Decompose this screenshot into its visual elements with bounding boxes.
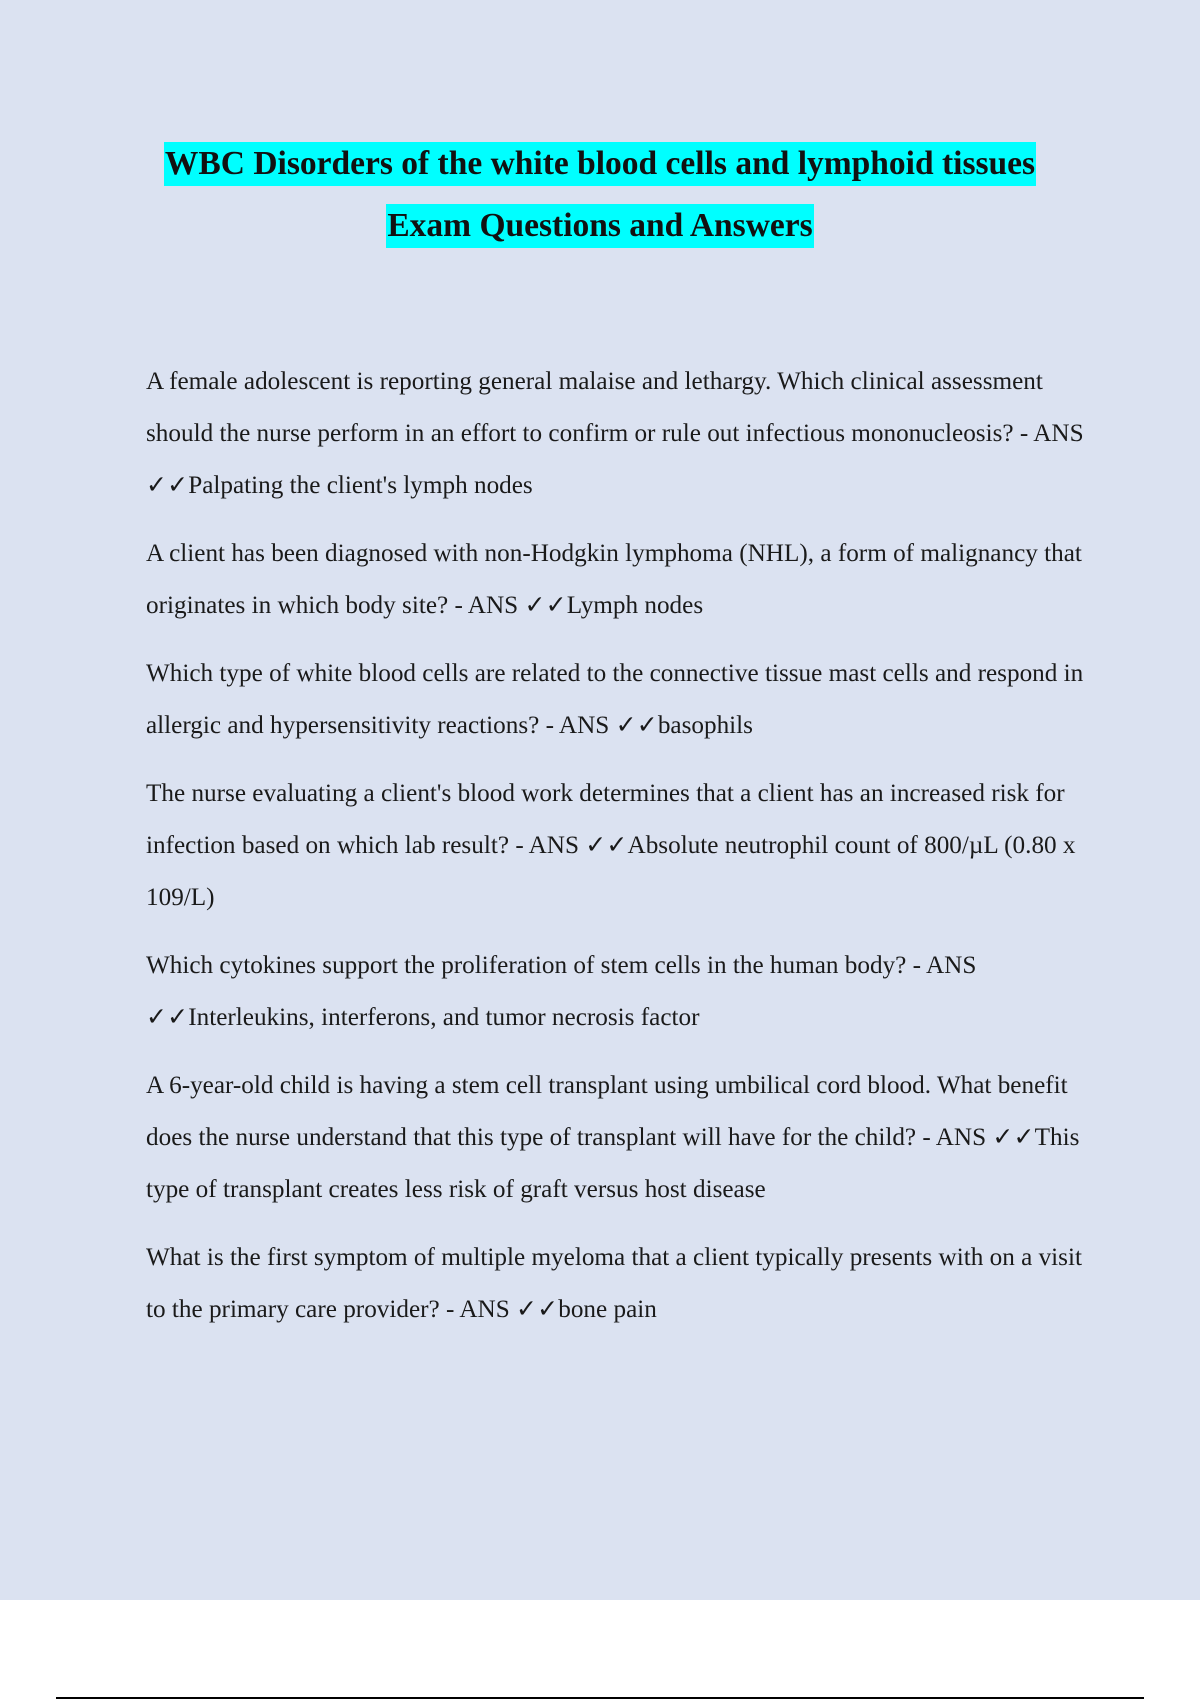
answer-label: ANS [935,1124,987,1151]
answer-separator: - [1013,420,1034,447]
answer-text: Absolute neutrophil count of 800/µL (0.80 x 109/L) [146,832,1076,911]
answer-text: Palpating the client's lymph nodes [188,472,533,499]
question-text: Which cytokines support the proliferation of stem cells in the human body? [146,952,907,979]
answer-label: ANS [1033,420,1084,447]
answer-label: ANS [558,712,610,739]
title-line-1: WBC Disorders of the white blood cells and lymphoid tissues [164,142,1036,186]
question-text: Which type of white blood cells are related to the connective tissue mast cells and respond in allergic and hypersensitivity reactions? [146,660,1084,739]
answer-separator: - [439,1296,460,1323]
answer-separator: - [906,952,926,979]
check-icon: ✓✓ [146,472,189,499]
question-text: A 6-year-old child is having a stem cell transplant using umbilical cord blood. What benefit does the nurse understand that this type of transplant will have for the child? [146,1072,1068,1151]
question-text: A female adolescent is reporting general malaise and lethargy. Which clinical assessment should the nurse perform in an effort to confirm or rule out infectious mononucleosis? [146,368,1043,447]
check-icon: ✓✓ [992,1124,1035,1151]
question-text: What is the first symptom of multiple myeloma that a client typically presents with on a visit to the primary care provider? [146,1244,1082,1323]
check-icon: ✓✓ [146,1004,189,1031]
question-text: A client has been diagnosed with non-Hodgkin lymphoma (NHL), a form of malignancy that originates in which body site? [146,540,1082,619]
answer-text: bone pain [558,1296,657,1323]
check-icon: ✓✓ [615,712,658,739]
check-icon: ✓✓ [524,592,567,619]
footer-divider [56,1697,1144,1699]
qa-item [146,528,1096,632]
check-icon: ✓✓ [585,832,628,859]
check-icon: ✓✓ [516,1296,559,1323]
answer-text: Lymph nodes [566,592,704,619]
answer-separator: - [916,1124,936,1151]
qa-item [146,1060,1096,1216]
answer-text: Interleukins, interferons, and tumor necrosis factor [188,1004,700,1031]
answer-text: basophils [657,712,753,739]
answer-text: This type of transplant creates less risk of graft versus host disease [146,1124,1080,1203]
qa-item [146,940,1096,1044]
answer-label: ANS [925,952,977,979]
answer-label: ANS [459,1296,510,1323]
document-title [0,142,1200,266]
qa-item [146,648,1096,752]
answer-label: ANS [528,832,579,859]
qa-item [146,1232,1096,1336]
qa-item [146,768,1096,924]
answer-separator: - [448,592,468,619]
answer-separator: - [509,832,529,859]
answer-separator: - [539,712,559,739]
qa-list [146,356,1096,1352]
answer-label: ANS [467,592,519,619]
question-text: The nurse evaluating a client's blood work determines that a client has an increased risk for infection based on which lab result? [146,780,1065,859]
qa-item [146,356,1096,512]
title-line-2: Exam Questions and Answers [386,204,813,248]
